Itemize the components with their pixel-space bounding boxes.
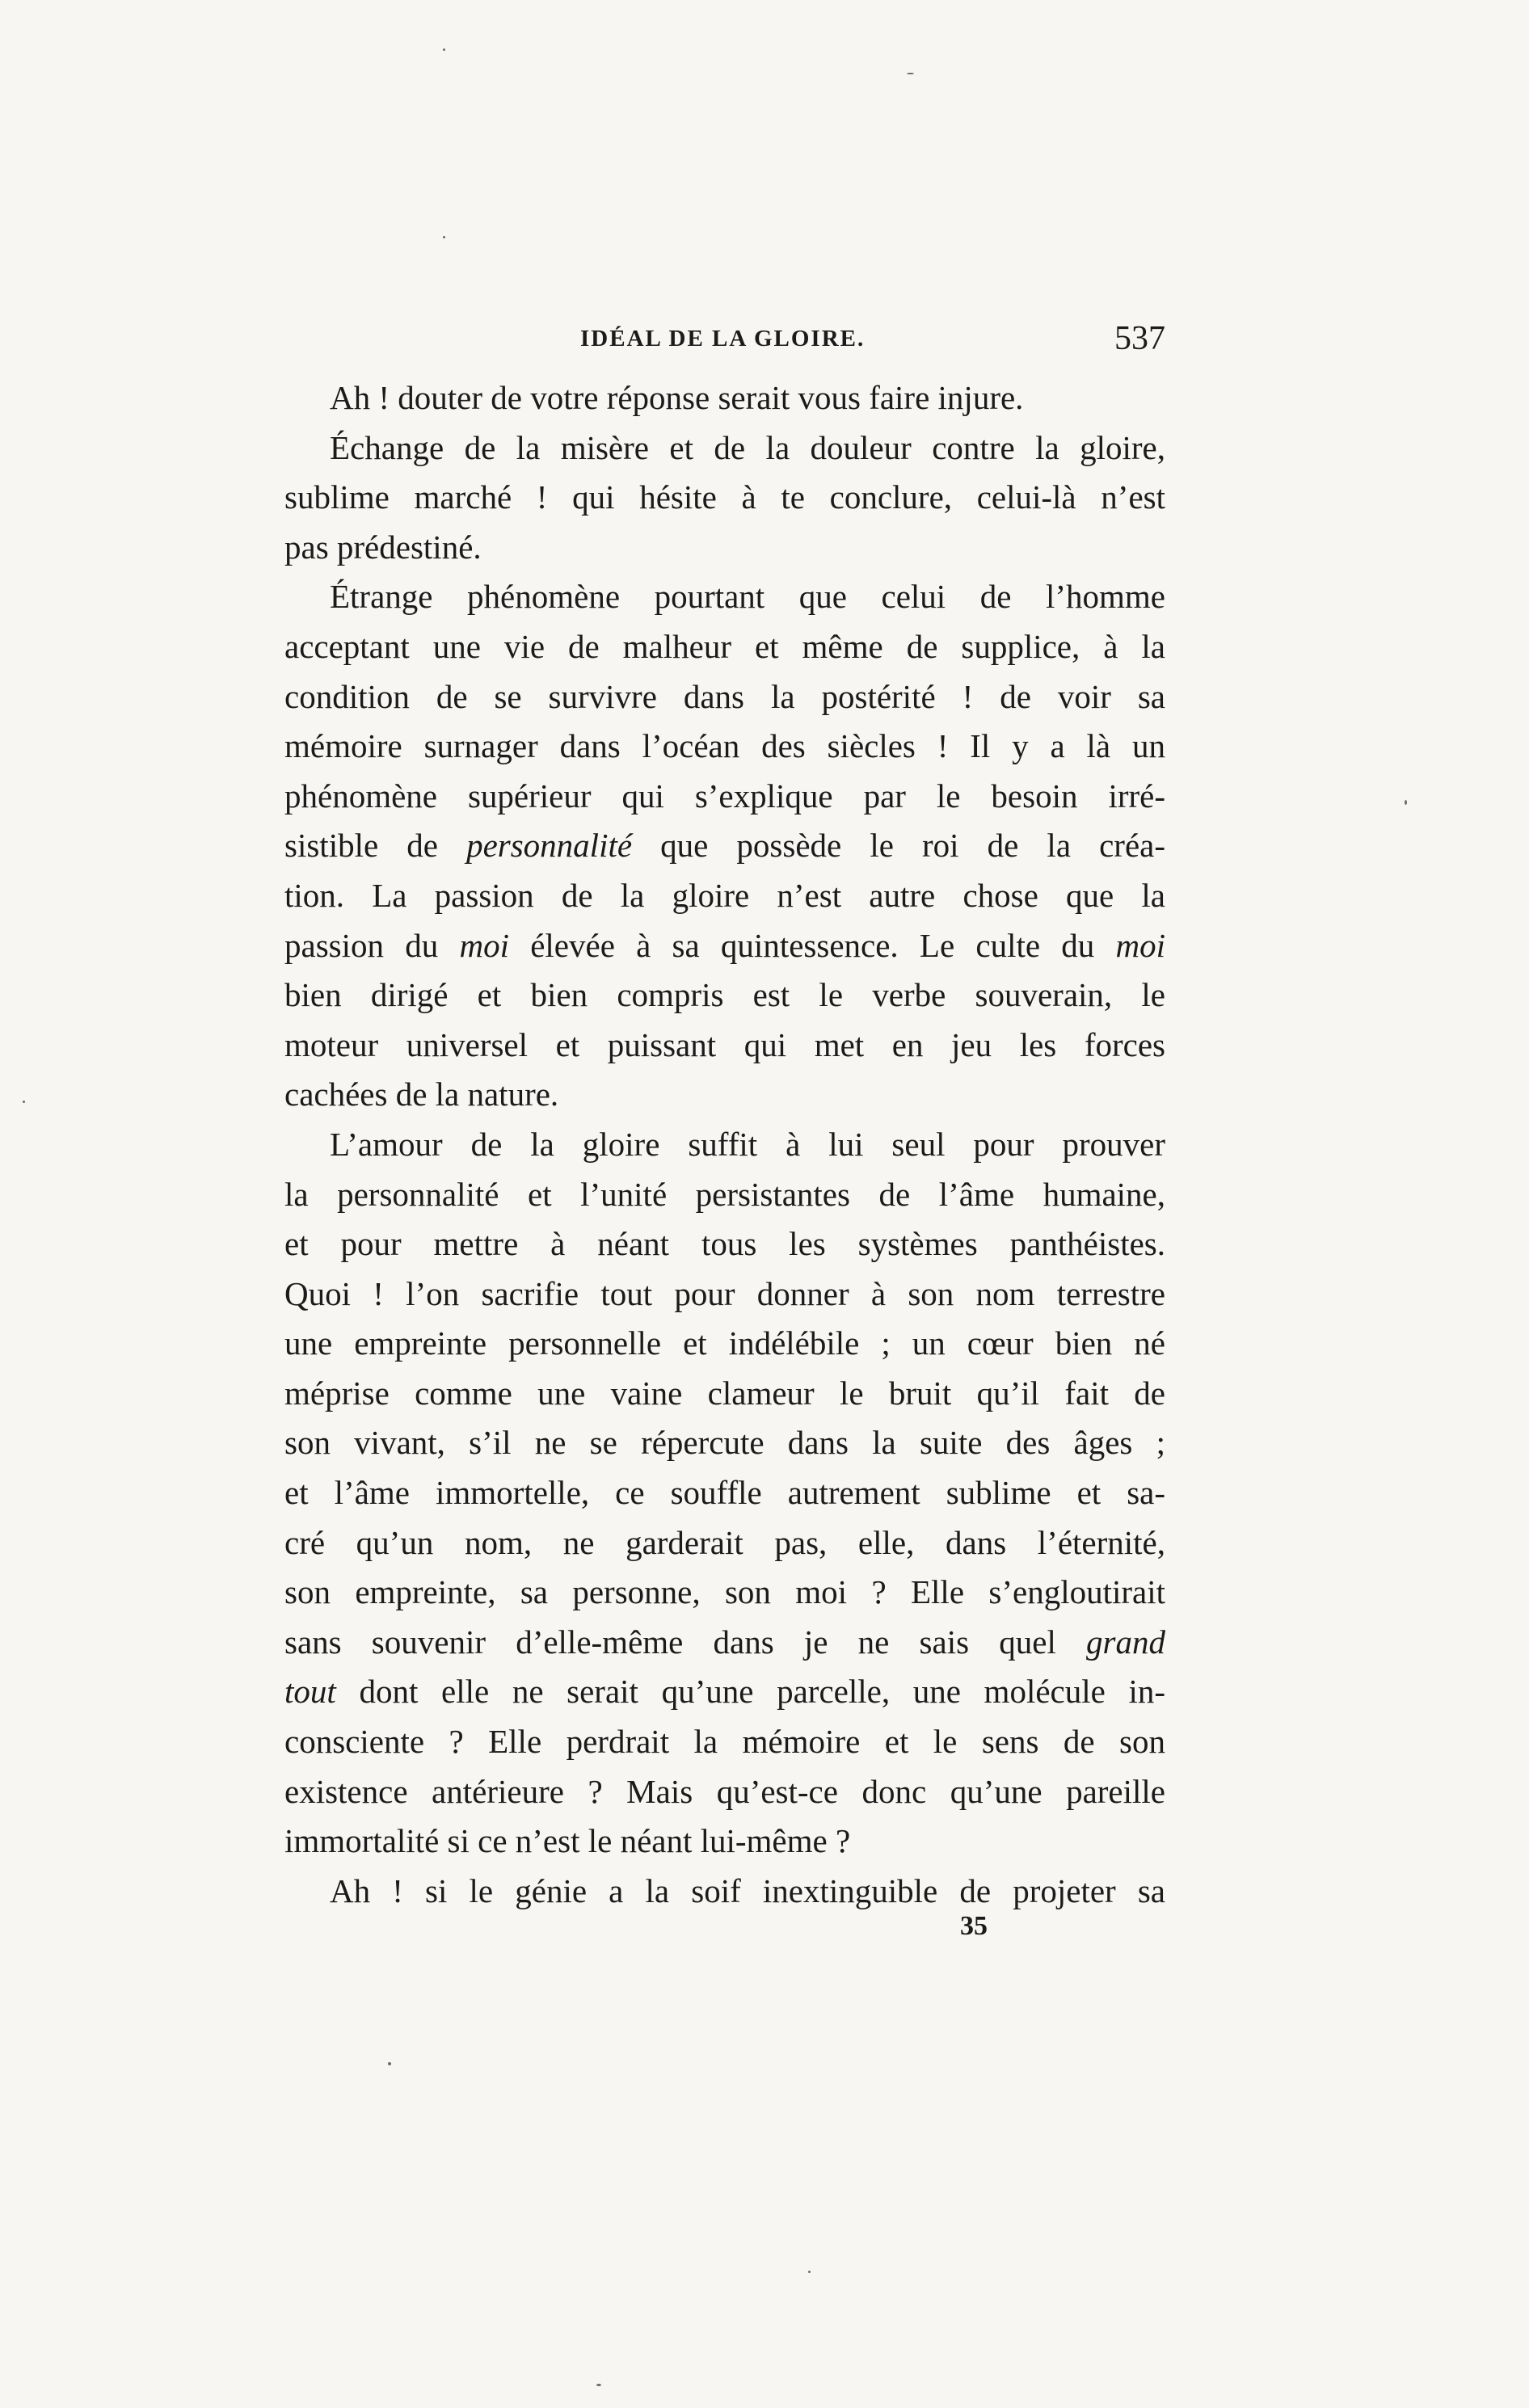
text-line: L’amour de la gloire suffit à lui seul pour prouver (330, 1125, 1165, 1163)
scan-speck (388, 2062, 391, 2065)
text-line: tion. La passion de la gloire n’est autre chose que la (284, 876, 1165, 914)
text-line: et pour mettre à néant tous les systèmes panthéistes. (284, 1225, 1165, 1263)
paragraph (284, 423, 1165, 573)
text-line: immortalité si ce n’est le néant lui-même ? (284, 1822, 851, 1860)
paragraph (284, 572, 1165, 1120)
italic-term: grand (1086, 1623, 1165, 1661)
text-line: Ah ! si le génie a la soif inextinguible de projeter sa (330, 1871, 1165, 1909)
text-segment: que possède le roi de la créa- (660, 827, 1165, 865)
scan-speck (443, 236, 445, 238)
text-line: méprise comme une vaine clameur le bruit qu’il fait de (284, 1374, 1165, 1412)
text-line (284, 821, 1165, 871)
italic-term: personnalité (466, 827, 633, 865)
scan-speck (907, 73, 914, 74)
text-line: phénomène supérieur qui s’explique par le besoin irré- (284, 777, 1165, 815)
text-line: existence antérieure ? Mais qu’est-ce donc qu’une pareille (284, 1772, 1165, 1810)
scan-speck (443, 48, 445, 51)
running-title: IDÉAL DE LA GLOIRE. (580, 326, 866, 352)
text-line: sublime marché ! qui hésite à te conclure, celui-là n’est (284, 478, 1165, 516)
paragraph (284, 1867, 1165, 1917)
text-line (284, 921, 1165, 971)
text-segment: passion du (284, 926, 439, 964)
text-line: cachées de la nature. (284, 1076, 559, 1113)
page-header (284, 318, 1165, 359)
text-line: Étrange phénomène pourtant que celui de l’homme (330, 578, 1165, 616)
text-line (284, 1667, 1165, 1717)
paragraph (284, 1120, 1165, 1867)
text-segment: sistible de (284, 827, 438, 865)
text-line: mémoire surnager dans l’océan des siècles ! Il y a là un (284, 727, 1165, 765)
text-segment: élevée à sa quintessence. Le culte du (530, 926, 1095, 964)
text-line: Quoi ! l’on sacrifie tout pour donner à son nom terrestre (284, 1274, 1165, 1312)
scan-speck (23, 1101, 25, 1103)
text-segment: sans souvenir d’elle-même dans je ne sais quel (284, 1623, 1056, 1661)
text-segment: dont elle ne serait qu’une parcelle, une molécule in- (359, 1673, 1165, 1711)
text-line: son vivant, s’il ne se répercute dans la suite des âges ; (284, 1424, 1165, 1462)
italic-term: moi (459, 926, 509, 964)
text-line (284, 1618, 1165, 1668)
text-line: acceptant une vie de malheur et même de supplice, à la (284, 627, 1165, 665)
text-line: cré qu’un nom, ne garderait pas, elle, dans l’éternité, (284, 1523, 1165, 1561)
text-line: la personnalité et l’unité persistantes de l’âme humaine, (284, 1175, 1165, 1213)
text-line: bien dirigé et bien compris est le verbe souverain, le (284, 976, 1165, 1014)
italic-term: tout (284, 1673, 336, 1711)
text-line: et l’âme immortelle, ce souffle autrement sublime et sa- (284, 1474, 1165, 1512)
text-line: condition de se survivre dans la postérité ! de voir sa (284, 677, 1165, 715)
text-line: moteur universel et puissant qui met en jeu les forces (284, 1025, 1165, 1063)
italic-term: moi (1115, 926, 1165, 964)
signature-mark: 35 (960, 1911, 988, 1941)
scan-speck (596, 2384, 601, 2386)
page-number: 537 (1114, 320, 1165, 357)
text-line: consciente ? Elle perdrait la mémoire et le sens de son (284, 1723, 1165, 1761)
text-line: Ah ! douter de votre réponse serait vous faire injure. (330, 379, 1024, 416)
text-line: pas prédestiné. (284, 528, 482, 566)
text-line: une empreinte personnelle et indélébile ; un cœur bien né (284, 1324, 1165, 1362)
body-text (284, 373, 1165, 1916)
scan-speck (1405, 800, 1407, 805)
scan-speck (808, 2271, 811, 2273)
paragraph (284, 373, 1165, 423)
text-line: son empreinte, sa personne, son moi ? Elle s’engloutirait (284, 1573, 1165, 1611)
text-line: Échange de la misère et de la douleur contre la gloire, (330, 428, 1165, 466)
